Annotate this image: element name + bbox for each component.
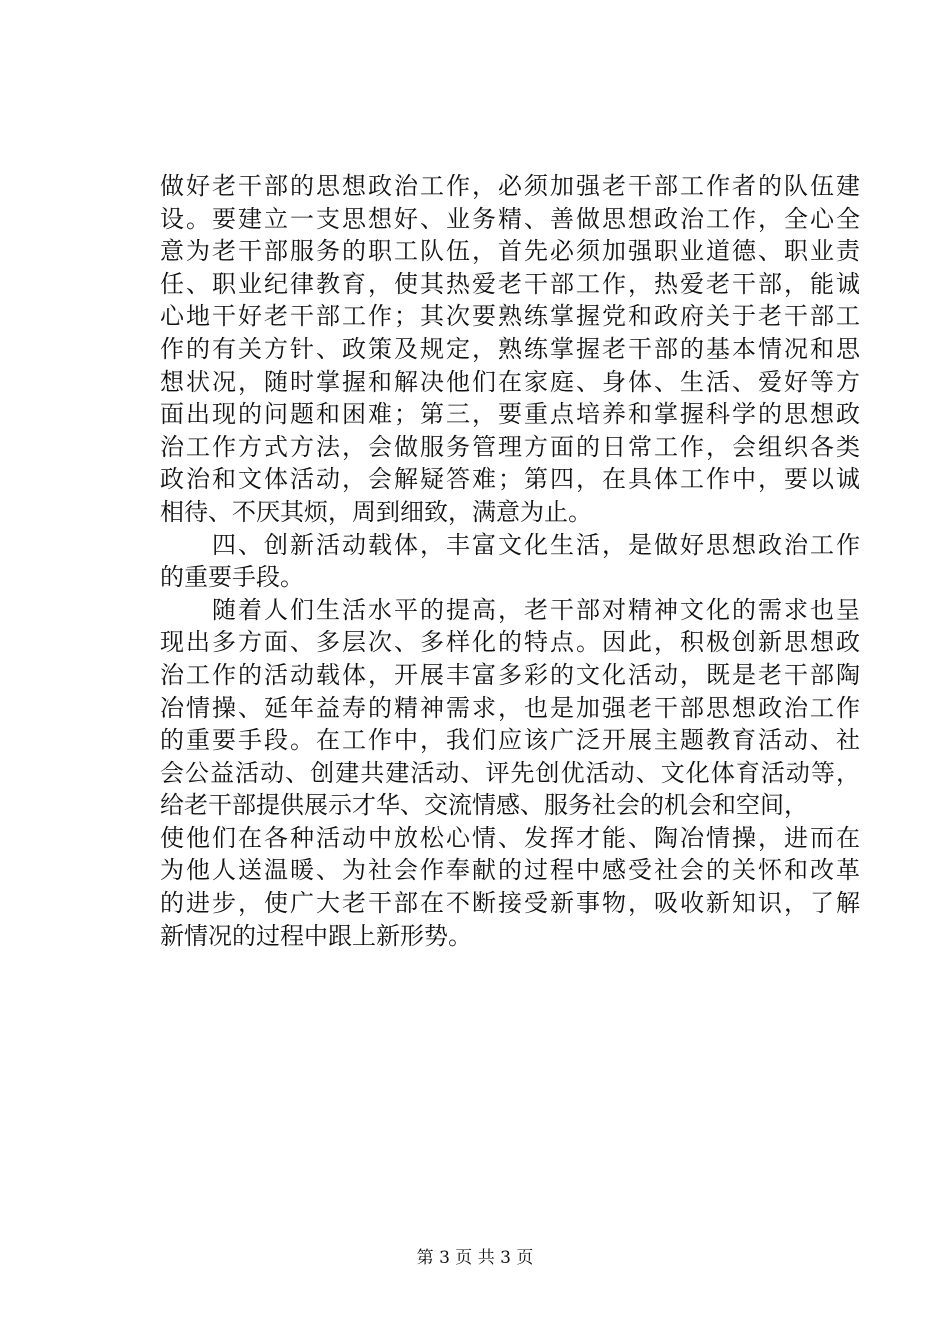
text-line: 使他们在各种活动中放松心情、发挥才能、陶冶情操，进而在: [160, 823, 860, 852]
text-line: 治工作方式方法，会做服务管理方面的日常工作，会组织各类: [160, 432, 860, 461]
text-line: 任、职业纪律教育，使其热爱老干部工作，热爱老干部，能诚: [160, 269, 860, 298]
text-line: 的进步，使广大老干部在不断接受新事物，吸收新知识，了解: [160, 889, 860, 918]
text-line: 想状况，随时掌握和解决他们在家庭、身体、生活、爱好等方: [160, 367, 860, 396]
text-line: 随着人们生活水平的提高，老干部对精神文化的需求也呈: [160, 595, 860, 624]
text-line: 新情况的过程中跟上新形势。: [160, 921, 472, 950]
text-line: 会公益活动、创建共建活动、评先创优活动、文化体育活动等，: [160, 758, 860, 787]
text-line: 四、创新活动载体，丰富文化生活，是做好思想政治工作: [160, 530, 860, 559]
text-line: 心地干好老干部工作；其次要熟练掌握党和政府关于老干部工: [160, 302, 860, 331]
page-number-footer: 第 3 页 共 3 页: [416, 1248, 534, 1268]
text-line: 的重要手段。在工作中，我们应该广泛开展主题教育活动、社: [160, 726, 860, 755]
text-line: 相待、不厌其烦，周到细致，满意为止。: [160, 497, 592, 526]
text-line: 面出现的问题和困难；第三，要重点培养和掌握科学的思想政: [160, 400, 860, 429]
text-line: 作的有关方针、政策及规定，熟练掌握老干部的基本情况和思: [160, 334, 860, 363]
text-line: 冶情操、延年益寿的精神需求，也是加强老干部思想政治工作: [160, 693, 860, 722]
text-line: 治工作的活动载体，开展丰富多彩的文化活动，既是老干部陶: [160, 660, 860, 689]
text-line: 为他人送温暖、为社会作奉献的过程中感受社会的关怀和改革: [160, 856, 860, 885]
text-line: 意为老干部服务的职工队伍，首先必须加强职业道德、职业责: [160, 237, 860, 266]
body-text: [160, 170, 860, 952]
text-line: 的重要手段。: [160, 563, 304, 592]
text-line: 现出多方面、多层次、多样化的特点。因此，积极创新思想政: [160, 628, 860, 657]
text-line: 政治和文体活动，会解疑答难；第四，在具体工作中，要以诚: [160, 465, 860, 494]
text-line: 设。要建立一支思想好、业务精、善做思想政治工作，全心全: [160, 204, 860, 233]
text-line: 给老干部提供展示才华、交流情感、服务社会的机会和空间，: [160, 791, 808, 820]
text-line: 做好老干部的思想政治工作，必须加强老干部工作者的队伍建: [160, 172, 860, 200]
